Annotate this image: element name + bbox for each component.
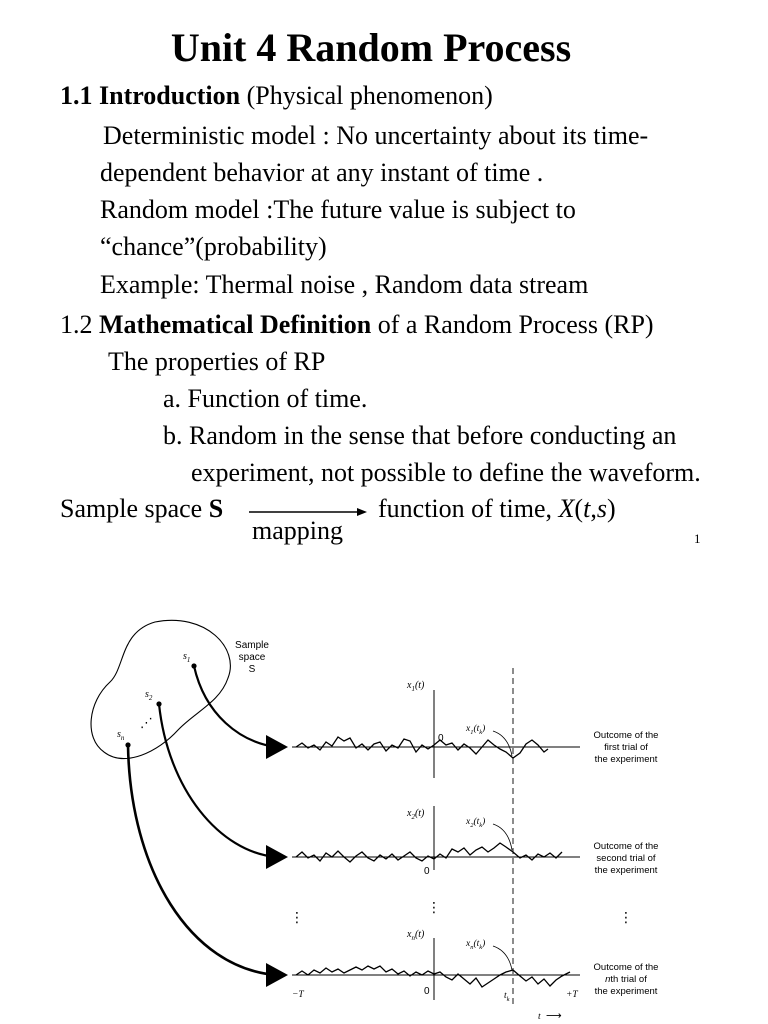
x1-tk-label: $x_1(t_k)$ <box>466 724 486 736</box>
xn-axis-label: $x_n(t)$ <box>407 929 425 942</box>
x2-tk-label: $x_2(t_k)$ <box>466 817 486 829</box>
deterministic-line-2: dependent behavior at any instant of time . <box>100 158 544 187</box>
xn-tk-label: $x_n(t_k)$ <box>466 939 486 951</box>
t-symbol: t <box>583 494 591 523</box>
x1-axis-label: $x_1(t)$ <box>407 680 425 693</box>
properties-heading: The properties of RP <box>108 347 326 376</box>
sample-space-prefix: Sample space <box>60 494 203 523</box>
outcome-2-line-1: Outcome of the <box>593 841 659 852</box>
waveform-2 <box>296 843 562 862</box>
sample-space-blob <box>91 620 230 758</box>
outcome-1-line-3: the experiment <box>594 754 658 765</box>
open-paren: ( <box>574 494 584 523</box>
t-axis-label: t <box>538 1012 541 1022</box>
close-paren: ) <box>606 494 616 523</box>
random-model-line-1: Random model :The future value is subject to <box>100 195 576 224</box>
section-1-2-heading <box>60 310 654 340</box>
sample-space-text <box>60 494 223 524</box>
waveform-n <box>296 966 570 987</box>
section-subtitle: of a Random Process (RP) <box>377 310 654 339</box>
vdots-center: ⋮ <box>427 899 441 915</box>
tk-axis-label: $t_k$ <box>504 991 510 1003</box>
example-line: Example: Thermal noise , Random data stream <box>100 270 589 299</box>
outcome-2-line-2: second trial of <box>596 853 656 864</box>
outcome-n-line-1: Outcome of the <box>593 962 659 973</box>
sample-space-label-1: Sample <box>235 640 269 651</box>
mapping-label: mapping <box>252 516 343 545</box>
origin-label-2: 0 <box>424 866 430 877</box>
function-of-time-text <box>378 494 616 524</box>
property-b-line-1: b. Random in the sense that before conducting an <box>163 421 677 450</box>
minus-t-label: −T <box>292 990 304 1000</box>
section-1-1-heading <box>60 81 493 111</box>
sample-space-label-s: S <box>248 664 256 675</box>
outcome-1-line-2: first trial of <box>604 742 648 753</box>
property-b-line-2: experiment, not possible to define the waveform. <box>191 458 701 487</box>
origin-label-n: 0 <box>424 986 430 997</box>
x1-tk-pointer <box>493 731 512 756</box>
random-process-figure <box>0 600 768 1024</box>
outcome-1-line-1: Outcome of the <box>593 730 659 741</box>
sample-space-label-2: space <box>238 652 266 663</box>
x-symbol: X <box>558 494 575 523</box>
random-model-line-2: “chance”(probability) <box>100 232 327 261</box>
vdots-right: ⋮ <box>619 909 633 925</box>
vdots-left: ⋮ <box>290 909 304 925</box>
outcome-2-line-3: the experiment <box>594 865 658 876</box>
mapping-arrowhead-n <box>266 963 288 987</box>
mapping-arrowhead-2 <box>266 845 288 869</box>
comma: , <box>590 494 597 523</box>
outcome-n-line-3: the experiment <box>594 986 658 997</box>
s1-label: $s_1$ <box>183 651 191 664</box>
property-a: a. Function of time. <box>163 384 368 413</box>
s2-label: $s_2$ <box>145 689 153 702</box>
x2-axis-label: $x_2(t)$ <box>407 808 425 821</box>
page-title: Unit 4 Random Process <box>170 25 572 70</box>
t-axis-arrow: ⟶ <box>546 1010 562 1022</box>
deterministic-line-1: Deterministic model : No uncertainty about its time- <box>103 121 649 150</box>
sample-dots: ⋰ <box>140 715 153 730</box>
section-number: 1.2 <box>60 310 93 339</box>
section-number: 1.1 <box>60 81 93 110</box>
section-title: Introduction <box>99 81 241 110</box>
mapping-curve-2 <box>159 704 276 857</box>
section-title: Mathematical Definition <box>99 310 372 339</box>
plus-t-label: +T <box>566 990 578 1000</box>
origin-label-1: 0 <box>438 733 444 744</box>
sn-label: $s_n$ <box>117 729 125 742</box>
xn-tk-pointer <box>493 946 512 970</box>
section-subtitle: (Physical phenomenon) <box>246 81 493 110</box>
s-symbol: s <box>596 494 607 523</box>
function-of-time-prefix: function of time, <box>378 494 553 523</box>
sample-space-symbol: S <box>208 494 224 523</box>
outcome-n-line-2: nth trial of <box>605 974 647 985</box>
mapping-curve-n <box>128 745 276 975</box>
mapping-arrowhead-1 <box>266 735 288 759</box>
page-number: 1 <box>694 531 701 546</box>
